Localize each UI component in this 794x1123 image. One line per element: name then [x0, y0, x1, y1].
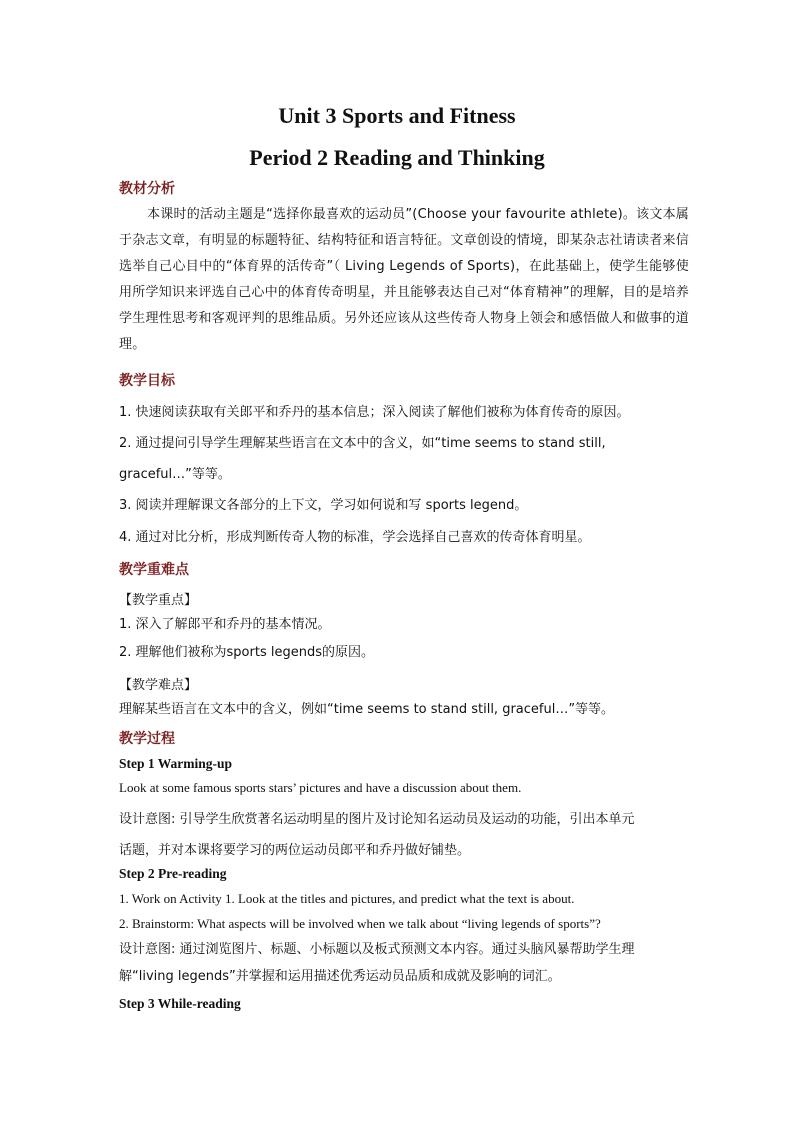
step1-intent: 话题，并对本课将要学习的两位运动员郎平和乔丹做好铺垫。	[119, 843, 471, 858]
objective-item: graceful…”等等。	[119, 467, 231, 482]
difficulty-label: 【教学难点】	[119, 678, 198, 693]
objective-item: 2. 通过提问引导学生理解某些语言在文本中的含义，如“time seems to stand still,	[119, 436, 606, 451]
objectives-section	[119, 370, 689, 392]
page-subtitle: Period 2 Reading and Thinking	[249, 145, 545, 170]
focus-item: 2. 理解他们被称为sports legends的原因。	[119, 645, 374, 660]
focus-label: 【教学重点】	[119, 593, 198, 608]
analysis-heading: 教材分析	[119, 181, 175, 197]
focus-item: 1. 深入了解郎平和乔丹的基本情况。	[119, 617, 331, 632]
process-heading: 教学过程	[119, 731, 175, 747]
analysis-section	[119, 178, 689, 358]
page-title: Unit 3 Sports and Fitness	[278, 103, 516, 128]
step2-item: 1. Work on Activity 1. Look at the titles and pictures, and predict what the text is about.	[119, 891, 575, 906]
difficulty-text: 理解某些语言在文本中的含义，例如“time seems to stand still, graceful…”等等。	[119, 702, 615, 717]
step1-intent: 设计意图: 引导学生欣赏著名运动明星的图片及讨论知名运动员及运动的功能，引出本单元	[119, 812, 635, 827]
key-points-heading: 教学重难点	[119, 562, 189, 578]
objective-item: 1. 快速阅读获取有关郎平和乔丹的基本信息；深入阅读了解他们被称为体育传奇的原因。	[119, 405, 630, 420]
step2-title: Step 2 Pre-reading	[119, 866, 227, 881]
step2-item: 2. Brainstorm: What aspects will be involved when we talk about “living legends of sports”?	[119, 916, 601, 931]
step2-intent: 解“living legends”并掌握和运用描述优秀运动员品质和成就及影响的词汇。	[119, 969, 561, 984]
step3-title: Step 3 While-reading	[119, 996, 241, 1011]
step1-title: Step 1 Warming-up	[119, 756, 233, 771]
key-points-section	[119, 559, 689, 581]
analysis-text: 本课时的活动主题是“选择你最喜欢的运动员”(Choose your favourite athlete)。该文本属于杂志文章，有明显的标题特征、结构特征和语言特征。文章创设的情境，即某杂志社请读者来信选举自己心目中的“体育界的活传奇”（ Living Legends of Sports)，在此基础上，使学生能够使用所学知识来评选自己心中的体育传奇明星，并且能够表达自己对“体育精神”的理解，目的是培养学生理性思考和客观评判的思维品质。另外还应该从这些传奇人物身上领会和感悟做人和做事的道理。	[119, 207, 689, 352]
step1-text: Look at some famous sports stars’ pictures and have a discussion about them.	[119, 780, 522, 795]
objective-item: 4. 通过对比分析，形成判断传奇人物的标准，学会选择自己喜欢的传奇体育明星。	[119, 530, 591, 545]
objectives-heading: 教学目标	[119, 373, 175, 389]
process-section	[119, 728, 689, 750]
step2-intent: 设计意图: 通过浏览图片、标题、小标题以及板式预测文本内容。通过头脑风暴帮助学生理	[119, 942, 635, 957]
objective-item: 3. 阅读并理解课文各部分的上下文，学习如何说和写 sports legend。	[119, 498, 528, 513]
